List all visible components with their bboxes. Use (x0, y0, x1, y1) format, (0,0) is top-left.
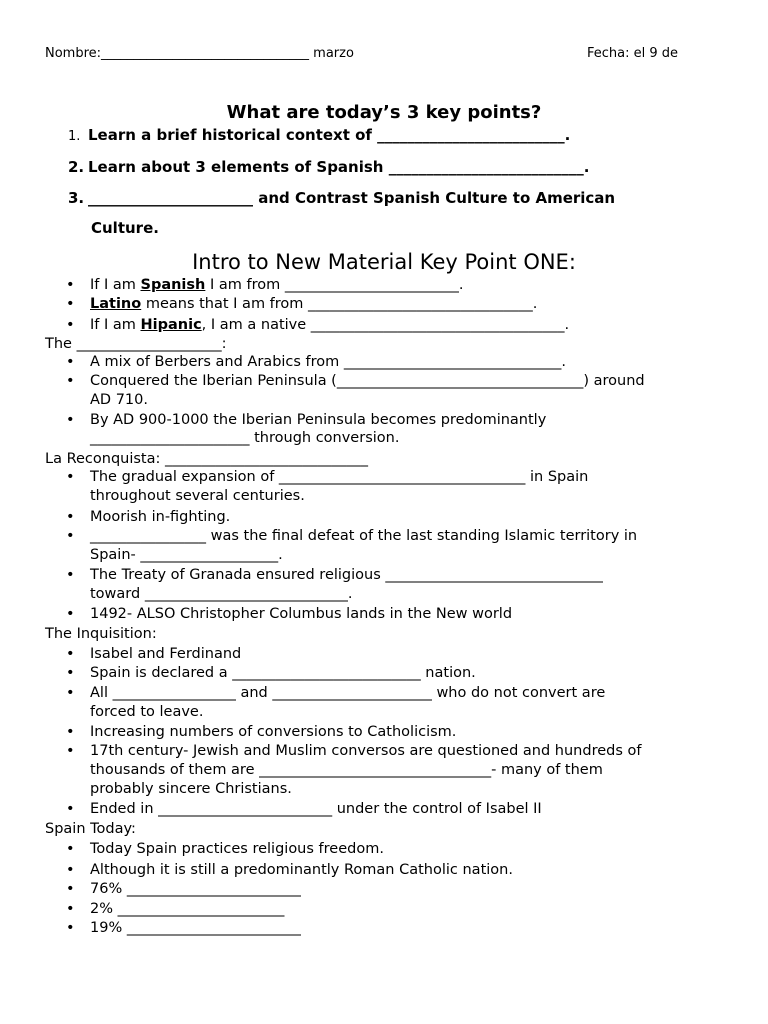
list-item-continued: ______________________ through conversion. (90, 430, 400, 446)
list-item: • Latino means that I am from _______________________________. (66, 296, 538, 312)
list-item: • A mix of Berbers and Arabics from ______________________________. (66, 354, 567, 370)
list-item: • All _________________ and ______________________ who do not convert are (66, 685, 606, 701)
list-item: • Today Spain practices religious freedom. (66, 841, 384, 857)
section-label: The ____________________: (45, 336, 227, 352)
list-item: • 17th century- Jewish and Muslim conversos are questioned and hundreds of (66, 743, 642, 759)
key-point-1: 1. Learn a brief historical context of _________________________. (68, 126, 571, 144)
list-item-continued: AD 710. (90, 392, 148, 408)
list-item: • By AD 900-1000 the Iberian Peninsula becomes predominantly (66, 412, 547, 428)
list-item: • The Treaty of Granada ensured religious ______________________________ (66, 567, 603, 583)
section-label: La Reconquista: ____________________________ (45, 451, 368, 467)
list-item-continued: toward ____________________________. (90, 586, 353, 602)
section-label: The Inquisition: (45, 626, 157, 642)
list-item-continued: throughout several centuries. (90, 488, 305, 504)
list-item-continued: forced to leave. (90, 704, 204, 720)
page-title: What are today’s 3 key points? (226, 102, 542, 123)
list-item: • 1492- ALSO Christopher Columbus lands in the New world (66, 606, 513, 622)
list-item: • Although it is still a predominantly Roman Catholic nation. (66, 862, 513, 878)
list-item: • 2% _______________________ (66, 901, 285, 917)
list-item: • If I am Hipanic, I am a native ___________________________________. (66, 317, 570, 333)
list-item: • The gradual expansion of __________________________________ in Spain (66, 469, 589, 485)
key-point-2: 2. Learn about 3 elements of Spanish __________________________. (68, 158, 590, 176)
key-point-3: 3. ______________________ and Contrast Spanish Culture to American (68, 189, 616, 207)
list-item: • If I am Spanish I am from ________________________. (66, 277, 464, 293)
list-item: • Ended in ________________________ under the control of Isabel II (66, 801, 542, 817)
list-item-continued: Spain- ___________________. (90, 547, 283, 563)
list-item: • 76% ________________________ (66, 881, 301, 897)
list-item-continued: probably sincere Christians. (90, 781, 292, 797)
list-item-continued: thousands of them are ________________________________- many of them (90, 762, 603, 778)
list-item: • Spain is declared a __________________________ nation. (66, 665, 476, 681)
list-item: • Conquered the Iberian Peninsula (__________________________________) around (66, 373, 645, 389)
name-field-label: Nombre:________________________________ marzo (45, 46, 354, 61)
key-point-3-continued: Culture. (91, 219, 159, 237)
date-label: Fecha: el 9 de (587, 46, 679, 61)
list-item: • 19% ________________________ (66, 920, 301, 936)
list-item: • Isabel and Ferdinand (66, 646, 242, 662)
list-item: • ________________ was the final defeat of the last standing Islamic territory in (66, 528, 638, 544)
list-item: • Moorish in-fighting. (66, 509, 231, 525)
list-item: • Increasing numbers of conversions to Catholicism. (66, 724, 457, 740)
section-heading: Intro to New Material Key Point ONE: (192, 250, 576, 274)
section-label: Spain Today: (45, 821, 136, 837)
